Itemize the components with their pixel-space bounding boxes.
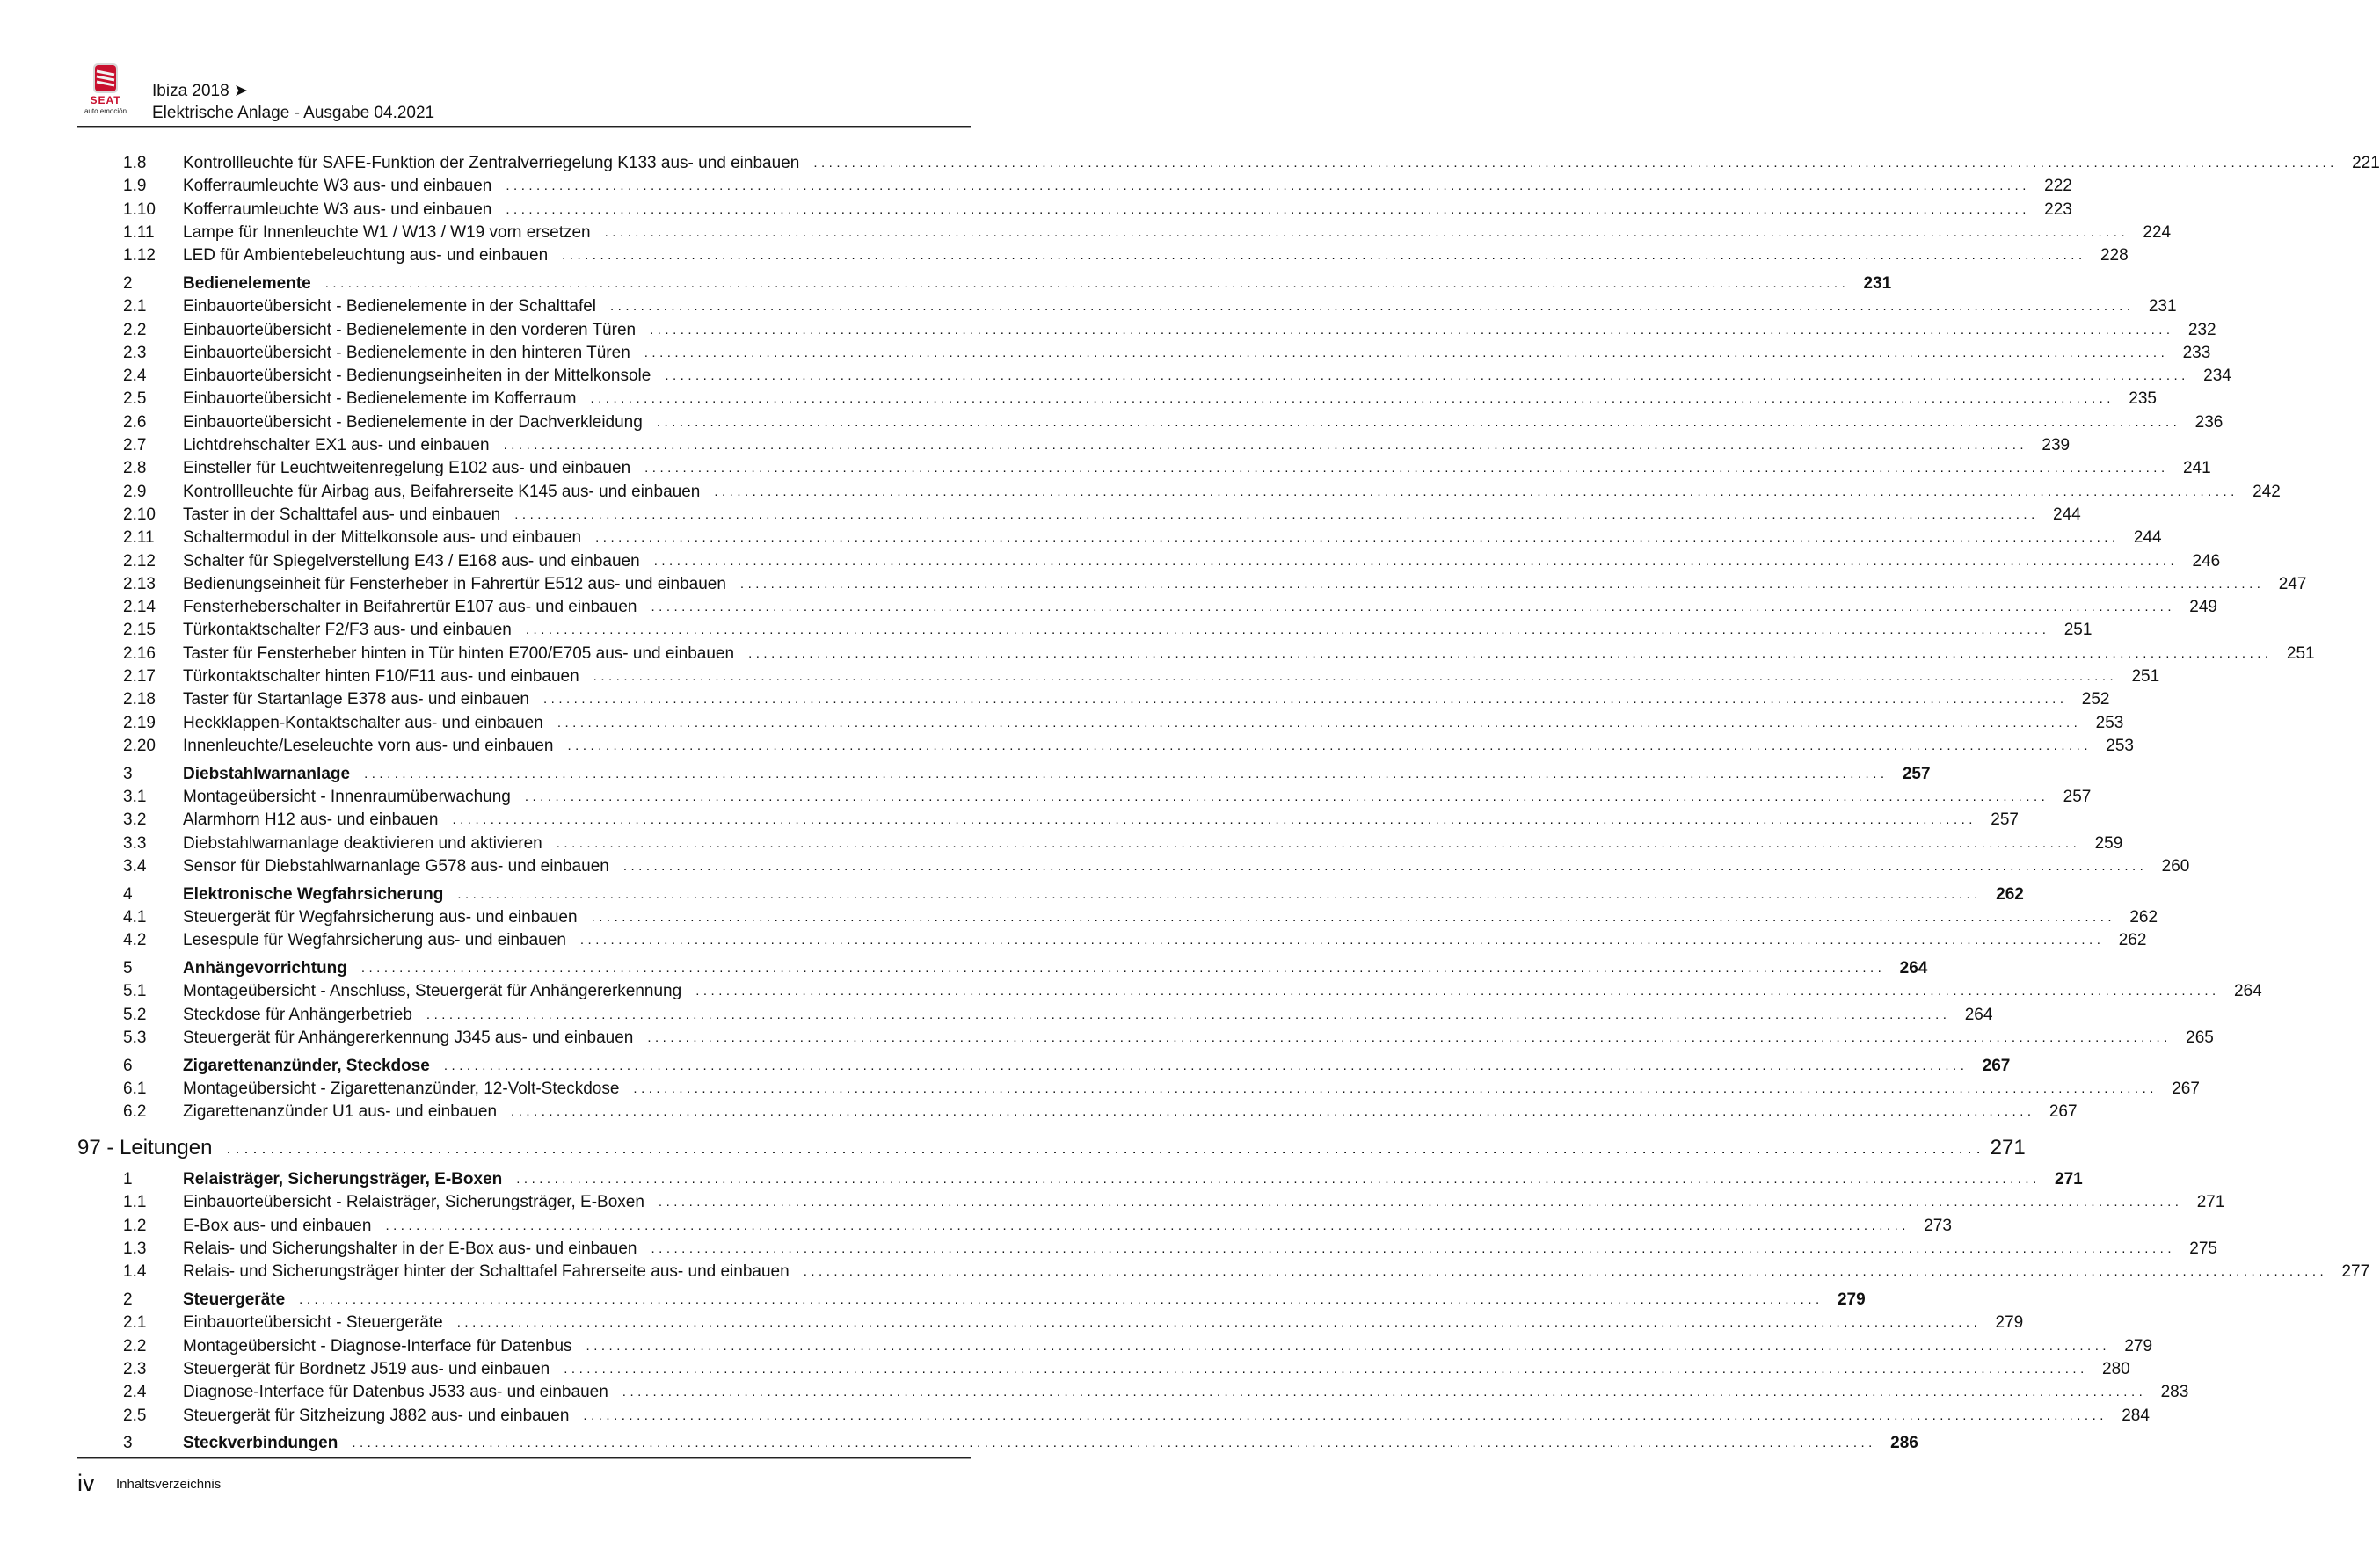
toc-title: Einbauorteübersicht - Bedienelemente in der Dachverkleidung bbox=[183, 412, 643, 432]
toc-number: 5.1 bbox=[123, 982, 147, 1001]
dot-leader: ........................................................................................................................................................................................................ bbox=[658, 1195, 2183, 1210]
dot-leader: ........................................................................................................................................................................................................ bbox=[610, 299, 2135, 315]
toc-title: Einbauorteübersicht - Bedienungseinheiten in der Mittelkonsole bbox=[183, 367, 651, 386]
toc-title: Diebstahlwarnanlage deaktivieren und aktivieren bbox=[183, 833, 542, 853]
toc-title: Fensterheberschalter in Beifahrertür E107 aus- und einbauen bbox=[183, 598, 637, 617]
toc-page: 262 bbox=[2129, 908, 2158, 927]
toc-title: Anhängevorrichtung bbox=[183, 959, 347, 978]
toc-number: 3 bbox=[123, 764, 133, 783]
dot-leader: ........................................................................................................................................................................................................ bbox=[813, 156, 2338, 171]
toc-title: Kontrollleuchte für Airbag aus, Beifahrerseite K145 aus- und einbauen bbox=[183, 482, 701, 501]
toc-number: 2.15 bbox=[123, 621, 156, 640]
toc-number: 2.5 bbox=[123, 1406, 147, 1425]
toc-number: 2.17 bbox=[123, 667, 156, 687]
dot-leader: ........................................................................................................................................................................................................ bbox=[514, 506, 2039, 522]
toc-entry[interactable] bbox=[77, 1101, 2078, 1123]
dot-leader: ........................................................................................................................................................................................................ bbox=[564, 1362, 2088, 1377]
toc-number: 2.14 bbox=[123, 598, 156, 617]
toc-title: Relais- und Sicherungshalter in der E-Box aus- und einbauen bbox=[183, 1239, 637, 1259]
toc-number: 3 bbox=[123, 1434, 133, 1453]
toc-number: 2.19 bbox=[123, 713, 156, 732]
toc-number: 2.7 bbox=[123, 436, 147, 455]
toc-section[interactable] bbox=[77, 1168, 2083, 1191]
toc-title: Heckklappen-Kontaktschalter aus- und einbauen bbox=[183, 713, 543, 732]
toc-entry[interactable] bbox=[77, 735, 2134, 758]
dot-leader: ........................................................................................................................................................................................................ bbox=[650, 322, 2174, 338]
toc-entry[interactable] bbox=[77, 388, 2157, 411]
toc-entry[interactable] bbox=[77, 175, 2072, 198]
toc-number: 6.1 bbox=[123, 1079, 147, 1099]
dot-leader: ........................................................................................................................................................................................................ bbox=[644, 461, 2169, 476]
toc-number: 1.4 bbox=[123, 1262, 147, 1282]
toc-title: Montageübersicht - Anschluss, Steuergerät für Anhängererkennung bbox=[183, 982, 682, 1001]
toc-number: 2.12 bbox=[123, 551, 156, 571]
header-subtitle: Elektrische Anlage - Ausgabe 04.2021 bbox=[152, 104, 435, 122]
dot-leader: ........................................................................................................................................................................................................ bbox=[511, 1104, 2035, 1120]
toc-number: 1.8 bbox=[123, 154, 147, 172]
table-of-contents bbox=[77, 152, 2380, 1456]
toc-page: 275 bbox=[2189, 1239, 2217, 1259]
dot-leader: ........................................................................................................................................................................................................ bbox=[506, 201, 2030, 217]
toc-page: 279 bbox=[1995, 1313, 2024, 1333]
toc-page: 265 bbox=[2186, 1028, 2214, 1047]
toc-entry[interactable] bbox=[77, 906, 2158, 929]
toc-number: 2 bbox=[123, 1290, 133, 1310]
toc-entry[interactable] bbox=[77, 457, 2211, 480]
header-model: Ibiza 2018 ➤ bbox=[152, 82, 248, 100]
toc-number: 2.2 bbox=[123, 320, 147, 339]
toc-title: Relaisträger, Sicherungsträger, E-Boxen bbox=[183, 1170, 503, 1189]
toc-entry[interactable] bbox=[77, 980, 2262, 1003]
seat-logo bbox=[77, 63, 141, 116]
dot-leader: ........................................................................................................................................................................................................ bbox=[352, 1436, 1876, 1451]
toc-title: Montageübersicht - Diagnose-Interface für Datenbus bbox=[183, 1336, 572, 1356]
toc-number: 2.6 bbox=[123, 412, 147, 432]
toc-page: 251 bbox=[2063, 621, 2093, 640]
toc-number: 2.3 bbox=[123, 1360, 147, 1379]
toc-entry[interactable] bbox=[77, 504, 2081, 527]
dot-leader: ........................................................................................................................................................................................................ bbox=[633, 1081, 2158, 1097]
toc-entry[interactable] bbox=[77, 855, 2190, 878]
dot-leader: ........................................................................................................................................................................................................ bbox=[665, 368, 2189, 384]
toc-title: Steuergeräte bbox=[183, 1290, 286, 1310]
footer-section: Inhaltsverzeichnis bbox=[116, 1477, 222, 1492]
toc-page: 232 bbox=[2187, 320, 2216, 339]
toc-page: 253 bbox=[2095, 713, 2124, 732]
dot-leader: ........................................................................................................................................................................................................ bbox=[714, 483, 2238, 499]
toc-title: Steuergerät für Anhängererkennung J345 aus- und einbauen bbox=[183, 1028, 634, 1047]
toc-entry[interactable] bbox=[77, 527, 2162, 549]
toc-number: 1.9 bbox=[123, 177, 147, 196]
toc-title: Einbauorteübersicht - Bedienelemente in der Schalttafel bbox=[183, 297, 597, 316]
toc-page: 271 bbox=[2196, 1193, 2225, 1212]
dot-leader: ........................................................................................................................................................................................................ bbox=[324, 275, 1850, 291]
dot-leader: ........................................................................................................................................................................................................ bbox=[385, 1218, 1910, 1233]
toc-title: Zigarettenanzünder U1 aus- und einbauen bbox=[183, 1102, 498, 1122]
toc-page: 279 bbox=[1837, 1290, 1866, 1310]
toc-title: Steuergerät für Bordnetz J519 aus- und einbauen bbox=[183, 1360, 550, 1379]
toc-number: 4.2 bbox=[123, 931, 147, 950]
toc-title: Schalter für Spiegelverstellung E43 / E168 aus- und einbauen bbox=[183, 551, 640, 571]
dot-leader: ........................................................................................................................................................................................................ bbox=[456, 1315, 1982, 1331]
dot-leader: ........................................................................................................................................................................................................ bbox=[503, 438, 2028, 454]
dot-leader: ........................................................................................................................................................................................................ bbox=[653, 553, 2179, 569]
toc-number: 6.2 bbox=[123, 1102, 147, 1122]
toc-number: 4 bbox=[123, 884, 133, 904]
toc-page: 222 bbox=[2044, 177, 2072, 196]
toc-page: 257 bbox=[1902, 764, 1931, 783]
toc-page: 223 bbox=[2044, 200, 2072, 219]
toc-page: 267 bbox=[2049, 1102, 2078, 1122]
dot-leader: ........................................................................................................................................................................................................ bbox=[593, 669, 2118, 685]
toc-page: 264 bbox=[1964, 1005, 1993, 1024]
toc-page: 234 bbox=[2203, 367, 2231, 386]
toc-title: Einbauorteübersicht - Relaisträger, Sicherungsträger, E-Boxen bbox=[183, 1193, 644, 1212]
toc-entry[interactable] bbox=[77, 1191, 2225, 1214]
toc-page: 267 bbox=[2172, 1079, 2200, 1099]
toc-page: 247 bbox=[2278, 574, 2307, 593]
toc-page: 251 bbox=[2131, 667, 2160, 687]
toc-title: Lesespule für Wegfahrsicherung aus- und einbauen bbox=[183, 931, 566, 950]
dot-leader: ........................................................................................................................................................................................................ bbox=[556, 835, 2081, 851]
dot-leader: ........................................................................................................................................................................................................ bbox=[543, 692, 2068, 708]
toc-title: Innenleuchte/Leseleuchte vorn aus- und einbauen bbox=[183, 736, 554, 755]
toc-page: 231 bbox=[1863, 273, 1892, 293]
toc-entry[interactable] bbox=[77, 786, 2092, 809]
toc-page: 280 bbox=[2102, 1360, 2130, 1379]
toc-title: Steuergerät für Sitzheizung J882 aus- und einbauen bbox=[183, 1406, 570, 1425]
toc-title: Lampe für Innenleuchte W1 / W13 / W19 vorn ersetzen bbox=[183, 222, 591, 242]
toc-section[interactable] bbox=[77, 1432, 1918, 1455]
toc-number: 2.8 bbox=[123, 459, 147, 478]
toc-title: Bedienelemente bbox=[183, 273, 311, 293]
svg-text:SEAT: SEAT bbox=[90, 94, 121, 106]
toc-entry[interactable] bbox=[77, 643, 2315, 665]
toc-page: 262 bbox=[2118, 931, 2147, 950]
toc-number: 2.2 bbox=[123, 1336, 147, 1356]
dot-leader: ........................................................................................................................................................................................................ bbox=[452, 812, 1976, 828]
toc-page: 271 bbox=[1990, 1135, 2026, 1159]
toc-title: Einsteller für Leuchtweitenregelung E102 aus- und einbauen bbox=[183, 459, 631, 478]
toc-title: Türkontaktschalter hinten F10/F11 aus- und einbauen bbox=[183, 667, 579, 687]
toc-entry[interactable] bbox=[77, 1335, 2153, 1358]
toc-number: 2.5 bbox=[123, 389, 147, 409]
toc-entry[interactable] bbox=[77, 1238, 2217, 1261]
dot-leader: ........................................................................................................................................................................................................ bbox=[579, 933, 2105, 949]
toc-title: Steckdose für Anhängerbetrieb bbox=[183, 1005, 412, 1024]
toc-title: Einbauorteübersicht - Bedienelemente im Kofferraum bbox=[183, 389, 577, 409]
toc-title: Diebstahlwarnanlage bbox=[183, 764, 351, 783]
toc-title: Alarmhorn H12 aus- und einbauen bbox=[183, 810, 439, 830]
toc-page: 284 bbox=[2122, 1406, 2150, 1425]
toc-page: 271 bbox=[2055, 1170, 2083, 1189]
dot-leader: ........................................................................................................................................................................................................ bbox=[226, 1138, 1985, 1157]
toc-section[interactable] bbox=[77, 1055, 2011, 1078]
toc-title: Taster für Fensterheber hinten in Tür hinten E700/E705 aus- und einbauen bbox=[183, 643, 735, 663]
toc-number: 3.2 bbox=[123, 810, 147, 830]
toc-title: Kontrollleuchte für SAFE-Funktion der Zentralverriegelung K133 aus- und einbauen bbox=[183, 154, 800, 172]
dot-leader: ........................................................................................................................................................................................................ bbox=[647, 1029, 2172, 1045]
toc-number: 2.9 bbox=[123, 482, 147, 501]
toc-number: 6 bbox=[123, 1056, 133, 1075]
toc-number: 1.12 bbox=[123, 246, 156, 265]
toc-number: 2.4 bbox=[123, 1383, 147, 1402]
dot-leader: ........................................................................................................................................................................................................ bbox=[443, 1058, 1969, 1073]
toc-page: 235 bbox=[2129, 389, 2157, 409]
toc-entry[interactable] bbox=[77, 434, 2071, 457]
dot-leader: ........................................................................................................................................................................................................ bbox=[622, 858, 2148, 874]
toc-title: Taster für Startanlage E378 aus- und einbauen bbox=[183, 690, 529, 709]
toc-title: Steckverbindungen bbox=[183, 1434, 338, 1453]
footer-rule bbox=[77, 1457, 971, 1459]
dot-leader: ........................................................................................................................................................................................................ bbox=[695, 984, 2220, 999]
toc-number: 5.3 bbox=[123, 1028, 147, 1047]
toc-title: LED für Ambientebeleuchtung aus- und einbauen bbox=[183, 246, 549, 265]
toc-page: 231 bbox=[2148, 297, 2177, 316]
toc-title: Sensor für Diebstahlwarnanlage G578 aus- und einbauen bbox=[183, 856, 609, 876]
toc-page: 246 bbox=[2192, 551, 2221, 571]
toc-section[interactable] bbox=[77, 763, 1931, 786]
toc-entry[interactable] bbox=[77, 929, 2147, 952]
toc-entry[interactable] bbox=[77, 1215, 1952, 1238]
toc-page: 233 bbox=[2182, 343, 2211, 362]
toc-section[interactable] bbox=[77, 883, 2024, 906]
toc-number: 1 bbox=[123, 1170, 133, 1189]
dot-leader: ........................................................................................................................................................................................................ bbox=[590, 391, 2114, 407]
toc-page: 224 bbox=[2143, 222, 2172, 242]
toc-entry[interactable] bbox=[77, 1261, 2370, 1283]
dot-leader: ........................................................................................................................................................................................................ bbox=[557, 715, 2082, 731]
toc-entry[interactable] bbox=[77, 295, 2177, 318]
dot-leader: ........................................................................................................................................................................................................ bbox=[651, 1241, 2175, 1257]
toc-entry[interactable] bbox=[77, 152, 2380, 175]
toc-number: 4.1 bbox=[123, 908, 147, 927]
toc-number: 1.10 bbox=[123, 200, 156, 219]
toc-number: 1.2 bbox=[123, 1216, 147, 1235]
dot-leader: ........................................................................................................................................................................................................ bbox=[299, 1292, 1823, 1308]
toc-entry[interactable] bbox=[77, 244, 2129, 267]
toc-entry[interactable] bbox=[77, 1312, 2024, 1334]
toc-title: 97 - Leitungen bbox=[77, 1135, 213, 1159]
toc-title: Türkontaktschalter F2/F3 aus- und einbauen bbox=[183, 621, 512, 640]
toc-number: 1.3 bbox=[123, 1239, 147, 1259]
toc-entry[interactable] bbox=[77, 1381, 2189, 1404]
toc-number: 2.3 bbox=[123, 343, 147, 362]
dot-leader: ........................................................................................................................................................................................................ bbox=[583, 1407, 2107, 1423]
toc-page: 236 bbox=[2194, 412, 2224, 432]
toc-number: 1.11 bbox=[123, 222, 155, 242]
dot-leader: ........................................................................................................................................................................................................ bbox=[525, 622, 2050, 638]
dot-leader: ........................................................................................................................................................................................................ bbox=[739, 576, 2265, 592]
toc-page: 286 bbox=[1890, 1434, 1918, 1453]
toc-page: 260 bbox=[2161, 856, 2190, 876]
toc-entry[interactable] bbox=[77, 665, 2160, 688]
toc-title: Montageübersicht - Zigarettenanzünder, 12-Volt-Steckdose bbox=[183, 1079, 620, 1099]
dot-leader: ........................................................................................................................................................................................................ bbox=[586, 1338, 2111, 1354]
toc-entry[interactable] bbox=[77, 573, 2307, 596]
toc-number: 2.16 bbox=[123, 643, 156, 663]
toc-entry[interactable] bbox=[77, 1405, 2150, 1428]
dot-leader: ........................................................................................................................................................................................................ bbox=[651, 600, 2175, 615]
toc-number: 5 bbox=[123, 959, 133, 978]
page-number: iv bbox=[77, 1470, 95, 1496]
toc-entry[interactable] bbox=[77, 1004, 1993, 1027]
toc-number: 2.1 bbox=[123, 297, 147, 316]
toc-page: 252 bbox=[2081, 690, 2110, 709]
dot-leader: ........................................................................................................................................................................................................ bbox=[524, 789, 2049, 805]
dot-leader: ........................................................................................................................................................................................................ bbox=[803, 1264, 2328, 1280]
toc-number: 3.1 bbox=[123, 788, 147, 807]
toc-number: 2.1 bbox=[123, 1313, 147, 1333]
toc-page: 241 bbox=[2182, 459, 2211, 478]
toc-page: 249 bbox=[2189, 598, 2217, 617]
header-rule bbox=[77, 126, 971, 128]
toc-entry[interactable] bbox=[77, 596, 2217, 619]
dot-leader: ........................................................................................................................................................................................................ bbox=[364, 766, 1889, 781]
toc-page: 277 bbox=[2341, 1262, 2370, 1282]
toc-page: 228 bbox=[2100, 246, 2129, 265]
toc-title: Lichtdrehschalter EX1 aus- und einbauen bbox=[183, 436, 490, 455]
toc-number: 2.11 bbox=[123, 528, 155, 548]
toc-title: Einbauorteübersicht - Bedienelemente in den hinteren Türen bbox=[183, 343, 630, 362]
toc-number: 2.10 bbox=[123, 505, 156, 524]
dot-leader: ........................................................................................................................................................................................................ bbox=[506, 178, 2030, 194]
toc-entry[interactable] bbox=[77, 342, 2211, 365]
toc-number: 2.20 bbox=[123, 736, 156, 755]
toc-entry[interactable] bbox=[77, 1027, 2214, 1050]
toc-page: 244 bbox=[2053, 505, 2081, 524]
toc-page: 257 bbox=[1991, 810, 2019, 830]
toc-page: 273 bbox=[1924, 1216, 1952, 1235]
toc-page: 239 bbox=[2042, 436, 2071, 455]
toc-page: 283 bbox=[2160, 1383, 2189, 1402]
toc-title: Einbauorteübersicht - Bedienelemente in den vorderen Türen bbox=[183, 320, 637, 339]
toc-number: 2.13 bbox=[123, 574, 156, 593]
toc-title: Elektronische Wegfahrsicherung bbox=[183, 884, 444, 904]
toc-page: 264 bbox=[2234, 982, 2262, 1001]
toc-entry[interactable] bbox=[77, 222, 2172, 244]
toc-number: 2 bbox=[123, 273, 133, 293]
toc-entry[interactable] bbox=[77, 809, 2019, 832]
toc-number: 3.4 bbox=[123, 856, 147, 876]
toc-entry[interactable] bbox=[77, 1358, 2130, 1381]
toc-page: 279 bbox=[2124, 1336, 2153, 1356]
toc-title: Schaltermodul in der Mittelkonsole aus- und einbauen bbox=[183, 528, 582, 548]
dot-leader: ........................................................................................................................................................................................................ bbox=[622, 1385, 2147, 1400]
toc-page: 262 bbox=[1996, 884, 2024, 904]
dot-leader: ........................................................................................................................................................................................................ bbox=[656, 414, 2181, 430]
toc-page: 251 bbox=[2286, 643, 2315, 663]
toc-number: 2.18 bbox=[123, 690, 156, 709]
toc-entry[interactable] bbox=[77, 1078, 2200, 1101]
toc-entry[interactable] bbox=[77, 481, 2281, 504]
toc-title: E-Box aus- und einbauen bbox=[183, 1216, 372, 1235]
dot-leader: ........................................................................................................................................................................................................ bbox=[426, 1007, 1951, 1022]
toc-entry[interactable] bbox=[77, 712, 2124, 735]
dot-leader: ........................................................................................................................................................................................................ bbox=[644, 345, 2169, 360]
toc-title: Relais- und Sicherungsträger hinter der Schalttafel Fahrerseite aus- und einbauen bbox=[183, 1262, 790, 1282]
toc-entry[interactable] bbox=[77, 319, 2216, 342]
toc-page: 253 bbox=[2106, 736, 2134, 755]
toc-page: 259 bbox=[2094, 833, 2123, 853]
toc-number: 2.4 bbox=[123, 367, 147, 386]
toc-page: 264 bbox=[1899, 959, 1928, 978]
toc-section[interactable] bbox=[77, 957, 1928, 980]
toc-section[interactable] bbox=[77, 273, 1892, 295]
dot-leader: ........................................................................................................................................................................................................ bbox=[748, 645, 2273, 661]
toc-section[interactable] bbox=[77, 1289, 1866, 1312]
toc-title: Zigarettenanzünder, Steckdose bbox=[183, 1056, 430, 1075]
dot-leader: ........................................................................................................................................................................................................ bbox=[457, 886, 1982, 902]
toc-title: Diagnose-Interface für Datenbus J533 aus- und einbauen bbox=[183, 1383, 608, 1402]
toc-title: Einbauorteübersicht - Steuergeräte bbox=[183, 1313, 443, 1333]
dot-leader: ........................................................................................................................................................................................................ bbox=[595, 530, 2120, 546]
toc-page: 267 bbox=[1982, 1056, 2011, 1075]
svg-text:auto emoción: auto emoción bbox=[84, 107, 127, 115]
toc-title: Kofferraumleuchte W3 aus- und einbauen bbox=[183, 200, 492, 219]
toc-entry[interactable] bbox=[77, 365, 2231, 388]
toc-chapter[interactable] bbox=[77, 1132, 2026, 1164]
toc-number: 3.3 bbox=[123, 833, 147, 853]
toc-page: 221 bbox=[2352, 154, 2380, 172]
dot-leader: ........................................................................................................................................................................................................ bbox=[516, 1172, 2041, 1188]
toc-entry[interactable] bbox=[77, 619, 2093, 642]
dot-leader: ........................................................................................................................................................................................................ bbox=[604, 224, 2129, 240]
toc-entry[interactable] bbox=[77, 832, 2123, 855]
toc-number: 5.2 bbox=[123, 1005, 147, 1024]
toc-entry[interactable] bbox=[77, 199, 2072, 222]
dot-leader: ........................................................................................................................................................................................................ bbox=[360, 961, 1886, 977]
toc-title: Montageübersicht - Innenraumüberwachung bbox=[183, 788, 511, 807]
dot-leader: ........................................................................................................................................................................................................ bbox=[567, 738, 2092, 753]
toc-title: Steuergerät für Wegfahrsicherung aus- und einbauen bbox=[183, 908, 578, 927]
toc-title: Taster in der Schalttafel aus- und einbauen bbox=[183, 505, 501, 524]
toc-title: Bedienungseinheit für Fensterheber in Fahrertür E512 aus- und einbauen bbox=[183, 574, 726, 593]
toc-entry[interactable] bbox=[77, 688, 2110, 711]
toc-entry[interactable] bbox=[77, 550, 2221, 573]
toc-entry[interactable] bbox=[77, 411, 2224, 434]
dot-leader: ........................................................................................................................................................................................................ bbox=[591, 910, 2116, 925]
dot-leader: ........................................................................................................................................................................................................ bbox=[562, 248, 2086, 264]
toc-page: 242 bbox=[2253, 482, 2281, 501]
toc-page: 257 bbox=[2063, 788, 2092, 807]
toc-number: 1.1 bbox=[123, 1193, 147, 1212]
toc-page: 244 bbox=[2133, 528, 2162, 548]
toc-title: Kofferraumleuchte W3 aus- und einbauen bbox=[183, 177, 492, 196]
